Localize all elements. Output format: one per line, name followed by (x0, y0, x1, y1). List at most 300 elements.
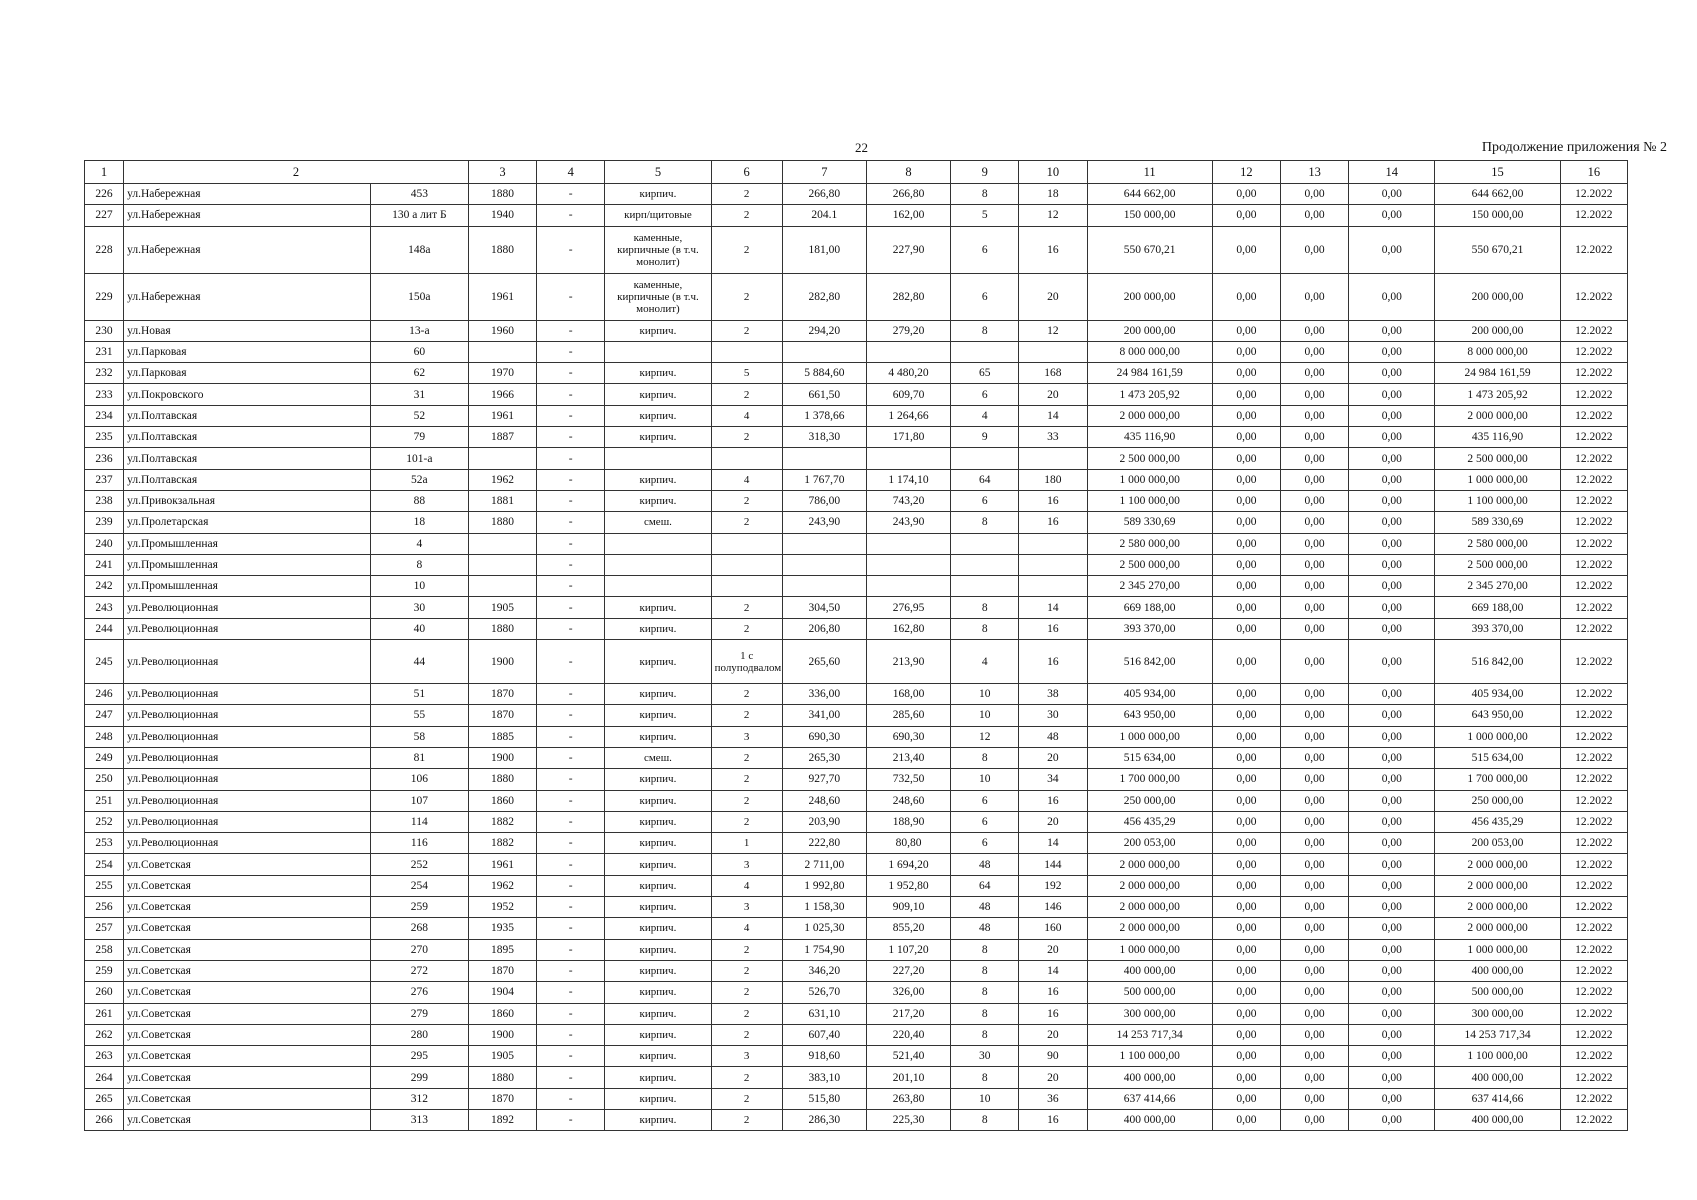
cell-deadline: 12.2022 (1560, 939, 1627, 960)
cell-column-12: 0,00 (1212, 1024, 1280, 1045)
cell-year-built: 1882 (468, 811, 536, 832)
cell-total-cost: 435 116,90 (1087, 427, 1212, 448)
cell-column-14: 0,00 (1349, 448, 1435, 469)
cell-row-number: 257 (85, 918, 124, 939)
cell-house-number: 252 (370, 854, 468, 875)
cell-wall-material: кирпич. (605, 960, 711, 981)
table-row (85, 854, 1628, 875)
cell-column-10: 90 (1019, 1046, 1087, 1067)
cell-total-cost: 515 634,00 (1087, 747, 1212, 768)
cell-column-13: 0,00 (1280, 705, 1348, 726)
cell-row-number: 247 (85, 705, 124, 726)
cell-column-15-cost: 300 000,00 (1435, 1003, 1560, 1024)
cell-house-number: 280 (370, 1024, 468, 1045)
cell-street: ул.Советская (124, 1024, 371, 1045)
cell-column-15-cost: 250 000,00 (1435, 790, 1560, 811)
table-row (85, 1003, 1628, 1024)
table-body (85, 184, 1628, 1131)
cell-column-15-cost: 550 670,21 (1435, 226, 1560, 273)
cell-column-4: - (537, 1109, 605, 1130)
cell-column-12: 0,00 (1212, 273, 1280, 320)
cell-column-9 (951, 533, 1019, 554)
cell-floors: 2 (711, 490, 782, 511)
cell-deadline: 12.2022 (1560, 533, 1627, 554)
cell-house-number: 101-а (370, 448, 468, 469)
cell-total-cost: 2 000 000,00 (1087, 918, 1212, 939)
cell-column-10: 14 (1019, 405, 1087, 426)
cell-street: ул.Советская (124, 1109, 371, 1130)
cell-street: ул.Советская (124, 1003, 371, 1024)
cell-wall-material: кирпич. (605, 811, 711, 832)
cell-column-12: 0,00 (1212, 747, 1280, 768)
cell-column-12: 0,00 (1212, 618, 1280, 639)
cell-column-15-cost: 2 000 000,00 (1435, 918, 1560, 939)
cell-column-14: 0,00 (1349, 490, 1435, 511)
cell-year-built: 1900 (468, 747, 536, 768)
cell-column-14: 0,00 (1349, 854, 1435, 875)
cell-wall-material (605, 533, 711, 554)
cell-column-4: - (537, 790, 605, 811)
cell-house-number: 44 (370, 640, 468, 684)
cell-total-area: 607,40 (782, 1024, 866, 1045)
cell-column-4: - (537, 533, 605, 554)
cell-column-14: 0,00 (1349, 512, 1435, 533)
cell-living-area: 168,00 (866, 684, 950, 705)
cell-living-area: 213,40 (866, 747, 950, 768)
cell-year-built: 1860 (468, 790, 536, 811)
cell-column-9: 10 (951, 769, 1019, 790)
cell-row-number: 248 (85, 726, 124, 747)
cell-total-area: 203,90 (782, 811, 866, 832)
cell-column-13: 0,00 (1280, 875, 1348, 896)
cell-total-area: 786,00 (782, 490, 866, 511)
cell-year-built: 1961 (468, 273, 536, 320)
cell-column-10 (1019, 533, 1087, 554)
cell-street: ул.Революционная (124, 705, 371, 726)
cell-house-number: 52 (370, 405, 468, 426)
cell-total-area: 294,20 (782, 320, 866, 341)
cell-column-14: 0,00 (1349, 618, 1435, 639)
cell-column-4: - (537, 854, 605, 875)
cell-column-4: - (537, 384, 605, 405)
cell-house-number: 13-а (370, 320, 468, 341)
cell-year-built: 1881 (468, 490, 536, 511)
cell-column-12: 0,00 (1212, 1109, 1280, 1130)
cell-total-cost: 400 000,00 (1087, 1109, 1212, 1130)
cell-column-4: - (537, 1003, 605, 1024)
cell-column-10: 16 (1019, 1109, 1087, 1130)
cell-column-10: 16 (1019, 226, 1087, 273)
cell-column-15-cost: 1 700 000,00 (1435, 769, 1560, 790)
cell-row-number: 261 (85, 1003, 124, 1024)
cell-street: ул.Революционная (124, 597, 371, 618)
cell-column-15-cost: 200 000,00 (1435, 273, 1560, 320)
cell-column-4: - (537, 705, 605, 726)
cell-column-10: 20 (1019, 384, 1087, 405)
cell-total-area: 526,70 (782, 982, 866, 1003)
cell-living-area: 217,20 (866, 1003, 950, 1024)
cell-wall-material: кирпич. (605, 469, 711, 490)
cell-column-10: 20 (1019, 273, 1087, 320)
cell-column-13: 0,00 (1280, 405, 1348, 426)
cell-column-4: - (537, 490, 605, 511)
cell-house-number: 114 (370, 811, 468, 832)
cell-column-10: 36 (1019, 1088, 1087, 1109)
cell-column-10 (1019, 576, 1087, 597)
cell-year-built: 1880 (468, 184, 536, 205)
cell-house-number: 312 (370, 1088, 468, 1109)
cell-street: ул.Набережная (124, 273, 371, 320)
cell-column-9: 12 (951, 726, 1019, 747)
cell-floors: 2 (711, 226, 782, 273)
cell-total-cost: 456 435,29 (1087, 811, 1212, 832)
cell-total-cost: 24 984 161,59 (1087, 363, 1212, 384)
cell-column-9: 6 (951, 790, 1019, 811)
cell-column-14: 0,00 (1349, 705, 1435, 726)
cell-house-number: 81 (370, 747, 468, 768)
cell-living-area (866, 448, 950, 469)
cell-column-13: 0,00 (1280, 960, 1348, 981)
cell-total-area: 265,60 (782, 640, 866, 684)
cell-total-area: 336,00 (782, 684, 866, 705)
cell-house-number: 79 (370, 427, 468, 448)
cell-floors: 3 (711, 854, 782, 875)
cell-column-12: 0,00 (1212, 833, 1280, 854)
cell-column-10: 12 (1019, 320, 1087, 341)
cell-column-12: 0,00 (1212, 705, 1280, 726)
cell-floors: 2 (711, 1024, 782, 1045)
cell-column-13: 0,00 (1280, 854, 1348, 875)
cell-year-built: 1900 (468, 640, 536, 684)
cell-column-10: 20 (1019, 1024, 1087, 1045)
cell-street: ул.Советская (124, 1088, 371, 1109)
cell-floors: 2 (711, 982, 782, 1003)
cell-street: ул.Революционная (124, 769, 371, 790)
cell-total-cost: 2 345 270,00 (1087, 576, 1212, 597)
cell-column-12: 0,00 (1212, 597, 1280, 618)
cell-column-12: 0,00 (1212, 726, 1280, 747)
cell-year-built: 1860 (468, 1003, 536, 1024)
column-header-10: 10 (1019, 161, 1087, 184)
cell-floors: 2 (711, 790, 782, 811)
cell-year-built: 1887 (468, 427, 536, 448)
cell-floors: 2 (711, 512, 782, 533)
cell-column-4: - (537, 469, 605, 490)
cell-street: ул.Советская (124, 875, 371, 896)
cell-total-area (782, 576, 866, 597)
cell-floors: 4 (711, 875, 782, 896)
cell-wall-material: кирпич. (605, 1024, 711, 1045)
cell-total-cost: 1 473 205,92 (1087, 384, 1212, 405)
cell-deadline: 12.2022 (1560, 1003, 1627, 1024)
cell-column-14: 0,00 (1349, 1088, 1435, 1109)
cell-column-14: 0,00 (1349, 769, 1435, 790)
cell-total-cost: 669 188,00 (1087, 597, 1212, 618)
column-header-4: 4 (537, 161, 605, 184)
table-row (85, 533, 1628, 554)
cell-wall-material: кирпич. (605, 939, 711, 960)
cell-deadline: 12.2022 (1560, 1109, 1627, 1130)
table-row (85, 576, 1628, 597)
cell-total-area: 918,60 (782, 1046, 866, 1067)
cell-floors: 2 (711, 1088, 782, 1109)
cell-row-number: 263 (85, 1046, 124, 1067)
cell-street: ул.Полтавская (124, 448, 371, 469)
cell-column-12: 0,00 (1212, 875, 1280, 896)
cell-column-9: 8 (951, 982, 1019, 1003)
cell-column-15-cost: 435 116,90 (1435, 427, 1560, 448)
cell-column-13: 0,00 (1280, 833, 1348, 854)
cell-column-9: 8 (951, 320, 1019, 341)
cell-column-9: 10 (951, 684, 1019, 705)
cell-deadline: 12.2022 (1560, 684, 1627, 705)
cell-column-15-cost: 515 634,00 (1435, 747, 1560, 768)
cell-row-number: 237 (85, 469, 124, 490)
cell-column-9: 8 (951, 512, 1019, 533)
cell-row-number: 243 (85, 597, 124, 618)
cell-column-12: 0,00 (1212, 205, 1280, 226)
cell-column-12: 0,00 (1212, 405, 1280, 426)
cell-column-12: 0,00 (1212, 490, 1280, 511)
cell-street: ул.Советская (124, 939, 371, 960)
cell-total-area: 266,80 (782, 184, 866, 205)
cell-living-area: 282,80 (866, 273, 950, 320)
cell-total-area: 1 767,70 (782, 469, 866, 490)
cell-deadline: 12.2022 (1560, 512, 1627, 533)
cell-column-4: - (537, 960, 605, 981)
cell-column-4: - (537, 512, 605, 533)
cell-year-built: 1952 (468, 897, 536, 918)
cell-street: ул.Революционная (124, 618, 371, 639)
cell-column-14: 0,00 (1349, 576, 1435, 597)
cell-floors: 2 (711, 939, 782, 960)
cell-column-12: 0,00 (1212, 918, 1280, 939)
cell-column-10: 180 (1019, 469, 1087, 490)
cell-column-9: 6 (951, 226, 1019, 273)
cell-total-cost: 2 000 000,00 (1087, 875, 1212, 896)
cell-living-area: 276,95 (866, 597, 950, 618)
cell-total-cost: 1 700 000,00 (1087, 769, 1212, 790)
cell-column-12: 0,00 (1212, 769, 1280, 790)
cell-total-area: 265,30 (782, 747, 866, 768)
table-row (85, 726, 1628, 747)
cell-house-number: 51 (370, 684, 468, 705)
table-row (85, 1088, 1628, 1109)
cell-total-area (782, 533, 866, 554)
cell-column-13: 0,00 (1280, 684, 1348, 705)
cell-column-12: 0,00 (1212, 790, 1280, 811)
cell-column-12: 0,00 (1212, 576, 1280, 597)
cell-column-10: 30 (1019, 705, 1087, 726)
cell-column-15-cost: 2 500 000,00 (1435, 448, 1560, 469)
header-row (85, 161, 1628, 184)
cell-total-area: 318,30 (782, 427, 866, 448)
cell-column-14: 0,00 (1349, 1024, 1435, 1045)
cell-deadline: 12.2022 (1560, 918, 1627, 939)
cell-floors (711, 554, 782, 575)
cell-column-9: 64 (951, 875, 1019, 896)
cell-wall-material: кирпич. (605, 1067, 711, 1088)
table-row (85, 427, 1628, 448)
cell-floors: 2 (711, 705, 782, 726)
cell-column-13: 0,00 (1280, 341, 1348, 362)
cell-year-built: 1966 (468, 384, 536, 405)
cell-total-area: 341,00 (782, 705, 866, 726)
cell-living-area: 285,60 (866, 705, 950, 726)
cell-column-15-cost: 637 414,66 (1435, 1088, 1560, 1109)
cell-column-15-cost: 200 000,00 (1435, 320, 1560, 341)
cell-column-14: 0,00 (1349, 726, 1435, 747)
cell-column-14: 0,00 (1349, 747, 1435, 768)
cell-year-built (468, 554, 536, 575)
cell-column-12: 0,00 (1212, 897, 1280, 918)
cell-deadline: 12.2022 (1560, 363, 1627, 384)
cell-column-14: 0,00 (1349, 1046, 1435, 1067)
cell-column-12: 0,00 (1212, 939, 1280, 960)
cell-deadline: 12.2022 (1560, 897, 1627, 918)
cell-column-10: 144 (1019, 854, 1087, 875)
cell-column-15-cost: 516 842,00 (1435, 640, 1560, 684)
cell-column-9: 9 (951, 427, 1019, 448)
cell-column-10: 14 (1019, 597, 1087, 618)
cell-row-number: 232 (85, 363, 124, 384)
cell-column-4: - (537, 448, 605, 469)
cell-street: ул.Советская (124, 918, 371, 939)
cell-column-15-cost: 400 000,00 (1435, 1109, 1560, 1130)
cell-row-number: 233 (85, 384, 124, 405)
cell-row-number: 265 (85, 1088, 124, 1109)
cell-column-14: 0,00 (1349, 184, 1435, 205)
cell-column-9: 8 (951, 1109, 1019, 1130)
cell-row-number: 236 (85, 448, 124, 469)
cell-deadline: 12.2022 (1560, 618, 1627, 639)
cell-column-13: 0,00 (1280, 640, 1348, 684)
cell-total-area: 1 158,30 (782, 897, 866, 918)
cell-deadline: 12.2022 (1560, 1067, 1627, 1088)
cell-total-cost: 200 000,00 (1087, 320, 1212, 341)
cell-deadline: 12.2022 (1560, 405, 1627, 426)
cell-column-14: 0,00 (1349, 320, 1435, 341)
cell-column-15-cost: 400 000,00 (1435, 1067, 1560, 1088)
cell-column-9: 8 (951, 1024, 1019, 1045)
cell-wall-material: смеш. (605, 512, 711, 533)
cell-living-area: 243,90 (866, 512, 950, 533)
cell-living-area: 4 480,20 (866, 363, 950, 384)
cell-year-built: 1880 (468, 769, 536, 790)
cell-column-14: 0,00 (1349, 273, 1435, 320)
cell-year-built: 1961 (468, 405, 536, 426)
cell-living-area: 279,20 (866, 320, 950, 341)
cell-row-number: 241 (85, 554, 124, 575)
cell-deadline: 12.2022 (1560, 427, 1627, 448)
cell-street: ул.Покровского (124, 384, 371, 405)
cell-deadline: 12.2022 (1560, 554, 1627, 575)
cell-column-4: - (537, 184, 605, 205)
cell-column-10: 14 (1019, 960, 1087, 981)
cell-total-cost: 516 842,00 (1087, 640, 1212, 684)
cell-year-built: 1904 (468, 982, 536, 1003)
cell-row-number: 266 (85, 1109, 124, 1130)
cell-house-number: 107 (370, 790, 468, 811)
cell-total-area: 2 711,00 (782, 854, 866, 875)
cell-year-built: 1870 (468, 960, 536, 981)
table-row (85, 918, 1628, 939)
cell-wall-material: кирпич. (605, 769, 711, 790)
cell-total-cost: 14 253 717,34 (1087, 1024, 1212, 1045)
cell-column-13: 0,00 (1280, 811, 1348, 832)
cell-row-number: 253 (85, 833, 124, 854)
cell-column-9: 8 (951, 597, 1019, 618)
cell-column-12: 0,00 (1212, 982, 1280, 1003)
cell-column-14: 0,00 (1349, 939, 1435, 960)
cell-column-13: 0,00 (1280, 1024, 1348, 1045)
cell-column-9: 4 (951, 640, 1019, 684)
cell-living-area (866, 533, 950, 554)
cell-year-built: 1940 (468, 205, 536, 226)
column-header-5: 5 (605, 161, 711, 184)
cell-column-4: - (537, 875, 605, 896)
cell-deadline: 12.2022 (1560, 320, 1627, 341)
cell-year-built: 1870 (468, 1088, 536, 1109)
cell-total-area (782, 554, 866, 575)
cell-column-14: 0,00 (1349, 554, 1435, 575)
column-header-3: 3 (468, 161, 536, 184)
cell-column-14: 0,00 (1349, 640, 1435, 684)
cell-floors: 4 (711, 405, 782, 426)
cell-column-15-cost: 2 500 000,00 (1435, 554, 1560, 575)
cell-column-4: - (537, 1024, 605, 1045)
cell-wall-material (605, 576, 711, 597)
cell-column-14: 0,00 (1349, 1003, 1435, 1024)
cell-column-12: 0,00 (1212, 427, 1280, 448)
cell-year-built: 1880 (468, 618, 536, 639)
cell-total-cost: 1 000 000,00 (1087, 469, 1212, 490)
cell-deadline: 12.2022 (1560, 226, 1627, 273)
cell-row-number: 239 (85, 512, 124, 533)
cell-street: ул.Парковая (124, 363, 371, 384)
cell-year-built: 1900 (468, 1024, 536, 1045)
cell-living-area: 227,20 (866, 960, 950, 981)
cell-column-14: 0,00 (1349, 205, 1435, 226)
cell-row-number: 226 (85, 184, 124, 205)
cell-living-area: 263,80 (866, 1088, 950, 1109)
cell-column-4: - (537, 747, 605, 768)
cell-column-14: 0,00 (1349, 533, 1435, 554)
cell-wall-material: кирпич. (605, 833, 711, 854)
cell-column-13: 0,00 (1280, 618, 1348, 639)
cell-year-built: 1905 (468, 1046, 536, 1067)
cell-house-number: 30 (370, 597, 468, 618)
cell-column-4: - (537, 897, 605, 918)
cell-wall-material: кирпич. (605, 1088, 711, 1109)
cell-column-14: 0,00 (1349, 427, 1435, 448)
cell-column-4: - (537, 576, 605, 597)
table-row (85, 597, 1628, 618)
cell-living-area: 609,70 (866, 384, 950, 405)
cell-column-13: 0,00 (1280, 1067, 1348, 1088)
cell-street: ул.Промышленная (124, 533, 371, 554)
cell-house-number: 270 (370, 939, 468, 960)
cell-year-built: 1905 (468, 597, 536, 618)
cell-column-4: - (537, 811, 605, 832)
cell-column-9: 8 (951, 618, 1019, 639)
cell-total-cost: 393 370,00 (1087, 618, 1212, 639)
cell-total-cost: 644 662,00 (1087, 184, 1212, 205)
cell-column-14: 0,00 (1349, 405, 1435, 426)
cell-column-14: 0,00 (1349, 918, 1435, 939)
cell-row-number: 250 (85, 769, 124, 790)
cell-floors: 2 (711, 684, 782, 705)
